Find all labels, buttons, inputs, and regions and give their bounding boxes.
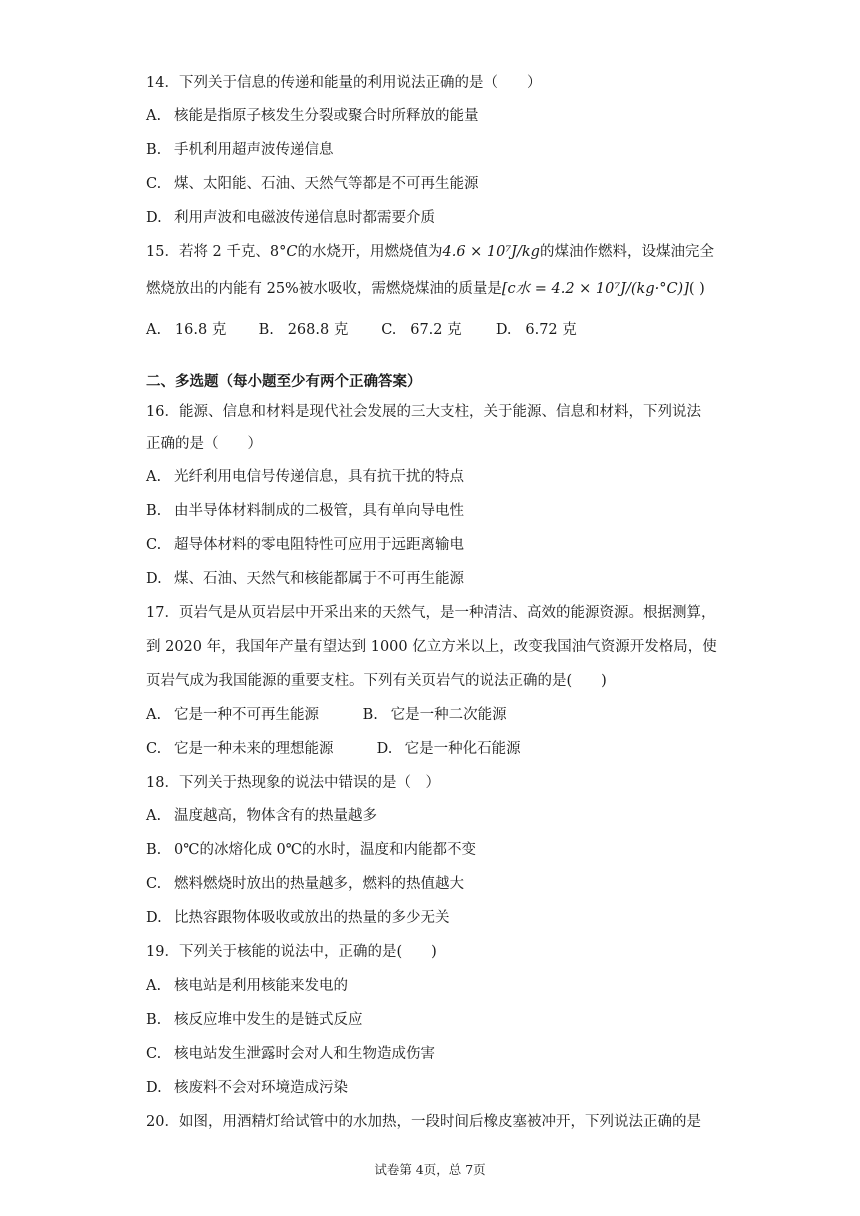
q17-option-d: [377, 738, 521, 760]
q16-option-b: [146, 500, 730, 522]
option-label: D.: [495, 322, 512, 338]
option-label: D.: [146, 910, 162, 926]
q15-option-c: [381, 319, 491, 341]
option-text: 16.8 克: [174, 322, 227, 338]
q16-line-1: 16．能源、信息和材料是现代社会发展的三大支柱，关于能源、信息和材料，下列说法: [146, 404, 701, 420]
option-label: C.: [146, 537, 162, 553]
option-label: A.: [146, 322, 162, 338]
option-text: 67.2 克: [410, 322, 462, 338]
q20-line-1: 20．如图，用酒精灯给试管中的水加热，一段时间后橡皮塞被冲开，下列说法正确的是: [146, 1114, 701, 1130]
option-label: A.: [146, 108, 162, 124]
option-label: D.: [146, 571, 162, 587]
q19-option-b: [146, 1009, 730, 1031]
option-label: A.: [146, 707, 162, 723]
option-label: C.: [146, 741, 162, 757]
q15-line-2: [146, 278, 730, 300]
q16-option-d: [146, 568, 730, 590]
q17-line-2: 到 2020 年，我国年产量有望达到 1000 亿立方米以上，改变我国油气资源开发格局，使: [146, 639, 717, 655]
option-text: 煤、太阳能、石油、天然气等都是不可再生能源: [174, 176, 479, 192]
option-text: 利用声波和电磁波传递信息时都需要介质: [174, 210, 435, 226]
q15-text: 的水烧开，用燃烧值为: [297, 244, 443, 260]
option-label: C.: [146, 1046, 162, 1062]
option-text: 它是一种不可再生能源: [174, 707, 319, 723]
option-label: D.: [146, 1080, 162, 1096]
q18-option-c: [146, 873, 730, 895]
q17-options-row-1: [146, 704, 730, 726]
option-label: A.: [146, 978, 162, 994]
q15-option-b: [259, 319, 377, 341]
q14-option-c: [146, 173, 730, 195]
q17-line-3: 页岩气成为我国能源的重要支柱。下列有关页岩气的说法正确的是( ): [146, 673, 607, 689]
option-text: 核废料不会对环境造成污染: [174, 1080, 348, 1096]
q16-option-c: [146, 534, 730, 556]
option-label: B.: [258, 322, 274, 338]
option-text: 超导体材料的零电阻特性可应用于远距离输电: [174, 537, 464, 553]
q19-option-d: [146, 1077, 730, 1099]
q16-line-2: 正确的是（ ）: [146, 436, 262, 452]
option-text: 它是一种化石能源: [404, 741, 521, 757]
option-text: 温度越高，物体含有的热量越多: [174, 808, 377, 824]
option-label: B.: [362, 707, 378, 723]
q15-text: 燃烧放出的内能有 25%被水吸收，需燃烧煤油的质量是: [146, 281, 502, 297]
option-text: 燃料燃烧时放出的热量越多，燃料的热值越大: [174, 876, 464, 892]
q17-options-row-2: [146, 738, 730, 760]
option-text: 比热容跟物体吸收或放出的热量的多少无关: [174, 910, 450, 926]
q17-option-b: [363, 704, 507, 726]
option-label: D.: [376, 741, 393, 757]
q15-text: 15．若将 2 千克、8: [146, 244, 280, 260]
option-text: 煤、石油、天然气和核能都属于不可再生能源: [174, 571, 464, 587]
q15-text: 的煤油作燃料，设煤油完全: [539, 244, 714, 260]
section-title: 二、多选题（每小题至少有两个正确答案）: [146, 373, 422, 390]
option-text: 268.8 克: [287, 322, 349, 338]
q14-option-b: [146, 139, 730, 161]
q15-option-a: [146, 319, 254, 341]
option-text: 核反应堆中发生的是链式反应: [174, 1012, 363, 1028]
option-text: 它是一种二次能源: [390, 707, 507, 723]
page-footer: 试卷第 4页，总 7页: [374, 1162, 486, 1177]
q17-option-a: [146, 704, 358, 726]
option-text: 核电站发生泄露时会对人和生物造成伤害: [174, 1046, 435, 1062]
q14-option-d: [146, 207, 730, 229]
option-label: B.: [146, 503, 162, 519]
option-text: 由半导体材料制成的二极管，具有单向导电性: [174, 503, 464, 519]
q17-line-1: 17．页岩气是从页岩层中开采出来的天然气，是一种清洁、高效的能源资源。根据测算，: [146, 605, 716, 621]
option-text: 6.72 克: [525, 322, 577, 338]
option-label: A.: [146, 808, 162, 824]
q19-stem: 19．下列关于核能的说法中，正确的是( ): [146, 944, 437, 960]
option-label: C.: [146, 876, 162, 892]
q19-option-c: [146, 1043, 730, 1065]
q14-option-a: [146, 105, 730, 127]
option-text: 核电站是利用核能来发电的: [174, 978, 348, 994]
option-label: B.: [146, 142, 162, 158]
option-text: 光纤利用电信号传递信息，具有抗干扰的特点: [174, 469, 464, 485]
q15-option-d: [496, 319, 577, 341]
option-label: D.: [146, 210, 162, 226]
option-label: B.: [146, 1012, 162, 1028]
option-label: C.: [381, 322, 397, 338]
q15-formula: [c水 = 4.2 × 10⁷J/(kg·°C)]: [501, 281, 689, 297]
q18-stem: 18．下列关于热现象的说法中错误的是（ ）: [146, 775, 440, 791]
option-text: 0℃的冰熔化成 0℃的水时，温度和内能都不变: [174, 842, 476, 858]
q15-line-1: [146, 241, 730, 263]
option-text: 核能是指原子核发生分裂或聚合时所释放的能量: [174, 108, 479, 124]
q17-option-c: [146, 738, 372, 760]
q18-option-a: [146, 805, 730, 827]
option-text: 它是一种未来的理想能源: [174, 741, 334, 757]
q15-heat-value: 4.6 × 10⁷J/kg: [442, 244, 540, 260]
q15-options: [146, 319, 730, 341]
option-text: 手机利用超声波传递信息: [174, 142, 334, 158]
q18-option-b: [146, 839, 730, 861]
q16-option-a: [146, 466, 730, 488]
option-label: A.: [146, 469, 162, 485]
q14-stem: 14．下列关于信息的传递和能量的利用说法正确的是（ ）: [146, 75, 542, 91]
option-label: C.: [146, 176, 162, 192]
q19-option-a: [146, 975, 730, 997]
q18-option-d: [146, 907, 730, 929]
q15-temp-unit: °C: [279, 244, 298, 260]
q15-paren: ( ): [688, 281, 705, 297]
option-label: B.: [146, 842, 162, 858]
